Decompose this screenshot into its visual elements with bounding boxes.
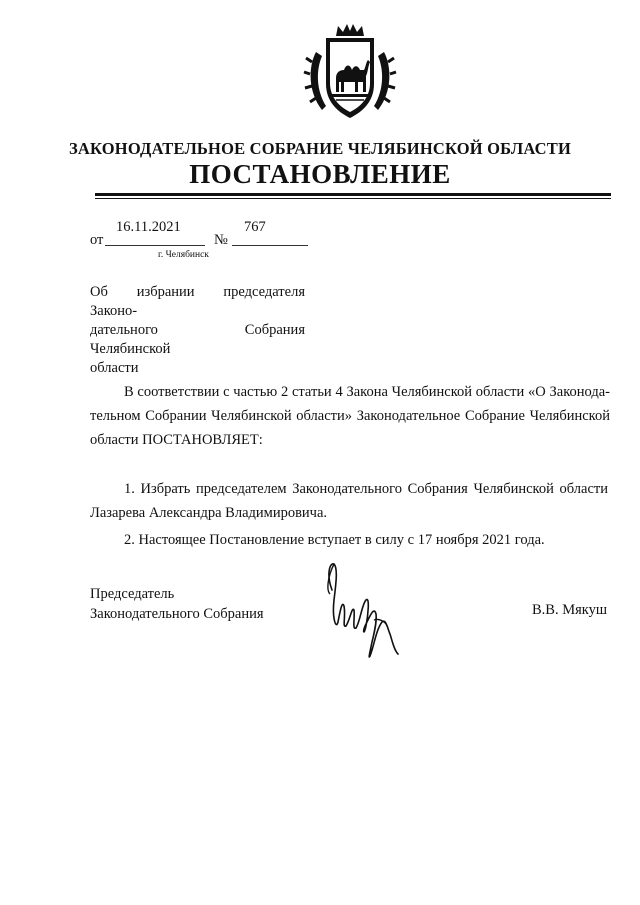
item-1-line-2: Лазарева Александра Владимировича.: [90, 505, 328, 521]
organization-name: ЗАКОНОДАТЕЛЬНОЕ СОБРАНИЕ ЧЕЛЯБИНСКОЙ ОБЛАСТИ: [68, 139, 572, 158]
document-date: 16.11.2021: [116, 219, 181, 235]
subject-line-3: области: [90, 360, 139, 376]
preamble-line-3: области ПОСТАНОВЛЯЕТ:: [90, 432, 263, 448]
document-number: 767: [244, 219, 266, 235]
date-underline: [105, 245, 205, 246]
signatory-position-line-1: Председатель: [90, 586, 175, 602]
date-prefix: от: [90, 232, 104, 248]
preamble-paragraph: [90, 380, 610, 452]
number-prefix: №: [214, 232, 228, 248]
signatory-name: В.В. Мякуш: [532, 602, 608, 618]
preamble-line-1: В соответствии с частью 2 статьи 4 Закона Челябинской области «О Законода-: [124, 384, 610, 400]
chelyabinsk-coat-of-arms-icon: [302, 22, 398, 122]
header-rule-thick: [95, 193, 611, 196]
handwritten-signature-icon: [322, 560, 418, 666]
preamble-line-2: тельном Собрании Челябинской области» Законодательное Собрание Челябинской: [90, 408, 610, 424]
subject-line-1: Об избрании председателя Законо-: [90, 284, 305, 319]
issue-place: г. Челябинск: [158, 250, 209, 260]
number-underline: [232, 245, 308, 246]
subject-line-2: дательного Собрания Челябинской: [90, 322, 305, 357]
item-1-line-1: 1. Избрать председателем Законодательного Собрания Челябинской области: [124, 481, 608, 497]
signatory-position-line-2: Законодательного Собрания: [90, 606, 264, 622]
subject-block: [90, 283, 305, 378]
header-rule-thin: [95, 198, 611, 199]
signatory-position: [90, 584, 320, 624]
resolution-item-1: [90, 477, 608, 525]
document-type-title: ПОСТАНОВЛЕНИЕ: [189, 159, 451, 189]
resolution-item-2: 2. Настоящее Постановление вступает в силу с 17 ноября 2021 года.: [124, 532, 545, 548]
